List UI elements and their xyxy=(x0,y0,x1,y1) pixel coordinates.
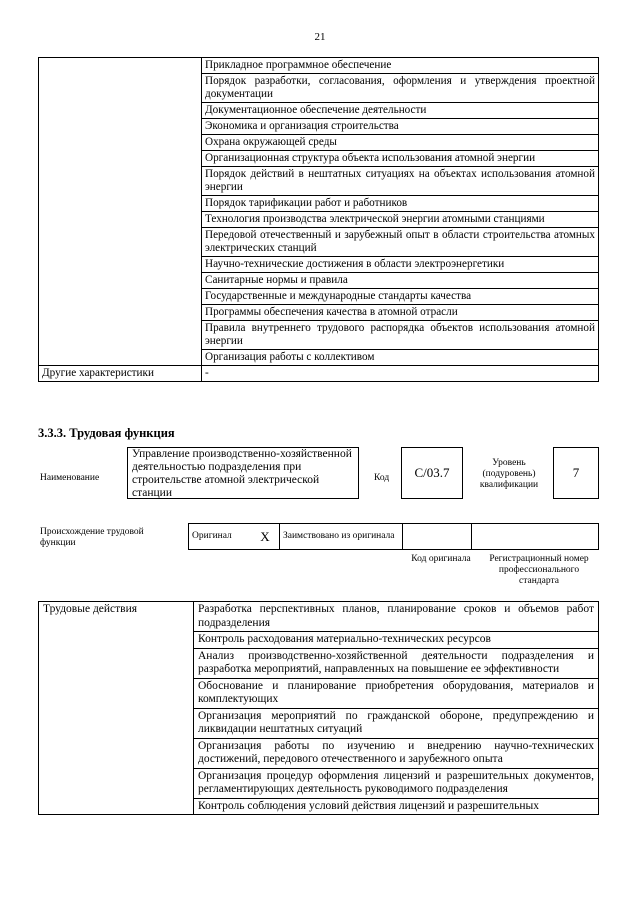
table-row xyxy=(39,602,599,632)
table-cell: Контроль соблюдения условий действия лицензий и разрешительных xyxy=(194,798,599,815)
table-cell: Программы обеспечения качества в атомной отрасли xyxy=(202,305,599,321)
table-cell: Порядок действий в нештатных ситуациях на объектах использования атомной энергии xyxy=(202,167,599,196)
table-cell: Охрана окружающей среды xyxy=(202,135,599,151)
page-number: 21 xyxy=(314,31,326,43)
table-cell: Научно-технические достижения в области электроэнергетики xyxy=(202,257,599,273)
table-cell: Технология производства электрической энергии атомными станциями xyxy=(202,212,599,228)
table-cell: Обоснование и планирование приобретения оборудования, материалов и комплектующих xyxy=(194,678,599,708)
original-label: Оригинал xyxy=(189,524,252,550)
table-cell: Санитарные нормы и правила xyxy=(202,273,599,289)
table-cell: Организация работы с коллективом xyxy=(202,350,599,366)
labor-actions-table xyxy=(38,601,599,815)
code-original-label: Код оригинала xyxy=(411,554,471,564)
name-label: Наименование xyxy=(40,473,100,483)
function-code-box: С/03.7 xyxy=(401,447,463,499)
table-cell: Порядок тарификации работ и работников xyxy=(202,196,599,212)
table-cell: Правила внутреннего трудового распорядка объектов использования атомной энергии xyxy=(202,321,599,350)
empty-cell xyxy=(39,58,202,366)
table-cell: Организационная структура объекта использования атомной энергии xyxy=(202,151,599,167)
table-cell: Организация работы по изучению и внедрению научно-технических достижений, передового отечественного и зарубежного опыта xyxy=(194,738,599,768)
code-label: Код xyxy=(374,473,390,483)
table-cell: Государственные и международные стандарты качества xyxy=(202,289,599,305)
section-heading: 3.3.3. Трудовая функция xyxy=(38,426,175,440)
table-row xyxy=(39,366,599,382)
table-cell: Организация процедур оформления лицензий и разрешительных документов, регламентирующих деятельность руководимого подразделения xyxy=(194,768,599,798)
table-cell: Разработка перспективных планов, планирование сроков и объемов работ подразделения xyxy=(194,602,599,632)
reg-number-cell xyxy=(472,524,599,550)
labor-actions-label: Трудовые действия xyxy=(39,602,194,815)
origin-table xyxy=(188,523,599,550)
table-row xyxy=(39,58,599,74)
code-original-cell xyxy=(403,524,472,550)
table-cell: Документационное обеспечение деятельности xyxy=(202,103,599,119)
table-cell: Организация мероприятий по гражданской обороне, предупреждению и ликвидации нештатных ситуаций xyxy=(194,708,599,738)
original-mark: X xyxy=(251,524,280,550)
reg-number-label: Регистрационный номер профессионального стандарта xyxy=(489,554,589,586)
level-label: Уровень (подуровень) квалификации xyxy=(479,458,539,490)
table-cell: Передовой отечественный и зарубежный опыт в области строительства атомных электрических станций xyxy=(202,228,599,257)
table-cell: Порядок разработки, согласования, оформления и утверждения проектной документации xyxy=(202,74,599,103)
table-cell: Экономика и организация строительства xyxy=(202,119,599,135)
qualification-level-box: 7 xyxy=(553,447,599,499)
knowledge-table xyxy=(38,57,599,382)
table-cell: Прикладное программное обеспечение xyxy=(202,58,599,74)
other-characteristics-value: - xyxy=(202,366,599,382)
table-cell: Контроль расходования материально-технических ресурсов xyxy=(194,632,599,649)
table-cell: Анализ производственно-хозяйственной деятельности подразделения и разработка мероприятий, направленных на повышение ее эффективности xyxy=(194,648,599,678)
table-row xyxy=(189,524,599,550)
function-name-box: Управление производственно-хозяйственной деятельностью подразделения при строительстве атомной электрической станции xyxy=(127,447,359,499)
origin-label: Происхождение трудовой функции xyxy=(40,527,144,548)
borrowed-label: Заимствовано из оригинала xyxy=(280,524,403,550)
other-characteristics-label: Другие характеристики xyxy=(39,366,202,382)
